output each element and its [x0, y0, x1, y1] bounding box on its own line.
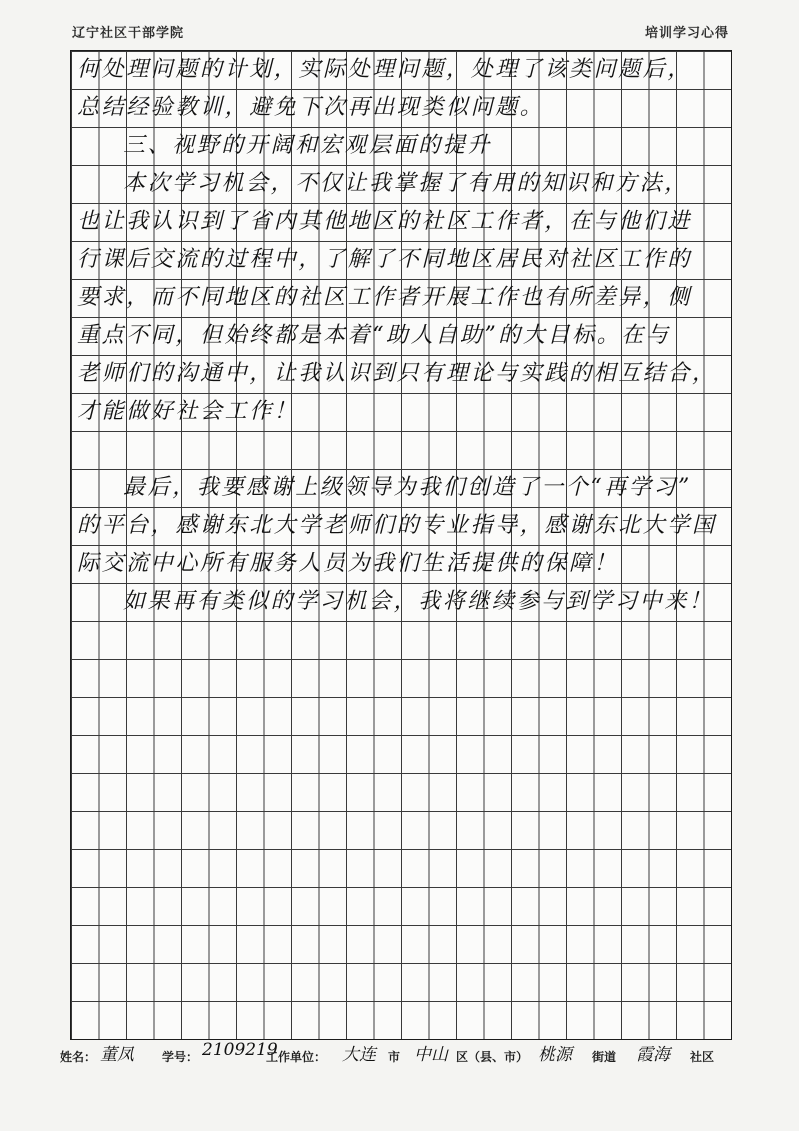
handwritten-line: 如果再有类似的学习机会，我将继续参与到学习中来！ [123, 589, 714, 614]
handwritten-line: 总结经验教训，避免下次再出现类似问题。 [77, 95, 545, 120]
handwritten-line: 也让我认识到了省内其他地区的社区工作者，在与他们进 [77, 209, 693, 234]
community-value: 霞海 [636, 1045, 670, 1065]
handwritten-line: 要求，而不同地区的社区工作者开展工作也有所差异，侧 [77, 285, 693, 310]
work-unit-label: 工作单位： [266, 1050, 327, 1064]
handwritten-line: 际交流中心所有服务人员为我们生活提供的保障！ [77, 551, 619, 576]
document-type-title: 培训学习心得 [644, 26, 729, 41]
district-label: 区（县、市） [456, 1050, 529, 1064]
handwritten-line: 重点不同，但始终都是本着“助人自助”的大目标。在与 [77, 323, 671, 348]
handwritten-line: 最后，我要感谢上级领导为我们创造了一个“再学习” [123, 475, 692, 500]
city-value: 大连 [342, 1045, 376, 1065]
handwritten-line: 行课后交流的过程中，了解了不同地区居民对社区工作的 [77, 247, 693, 272]
street-value: 桃源 [538, 1045, 572, 1065]
name-value: 董凤 [100, 1045, 134, 1065]
student-id-value: 2109219 [202, 1040, 278, 1060]
section-heading: 三、视野的开阔和宏观层面的提升 [123, 133, 493, 158]
handwritten-text-area [71, 51, 731, 1039]
community-label: 社区 [690, 1050, 715, 1064]
city-label: 市 [388, 1050, 401, 1064]
signature-footer [60, 1040, 733, 1072]
grid-writing-paper [70, 50, 732, 1040]
street-label: 街道 [592, 1050, 617, 1064]
org-name: 辽宁社区干部学院 [72, 26, 185, 41]
handwritten-line: 才能做好社会工作！ [77, 399, 299, 424]
handwritten-line: 本次学习机会，不仅让我掌握了有用的知识和方法， [123, 171, 689, 196]
handwritten-line: 的平台，感谢东北大学老师们的专业指导，感谢东北大学国 [77, 513, 717, 538]
student-id-label: 学号： [162, 1050, 199, 1064]
handwritten-line: 老师们的沟通中，让我认识到只有理论与实践的相互结合， [77, 361, 717, 386]
district-value: 中山 [414, 1045, 448, 1065]
handwritten-line: 何处理问题的计划，实际处理问题，处理了该类问题后， [77, 57, 693, 82]
name-label: 姓名： [60, 1050, 97, 1064]
page-header [72, 20, 729, 44]
